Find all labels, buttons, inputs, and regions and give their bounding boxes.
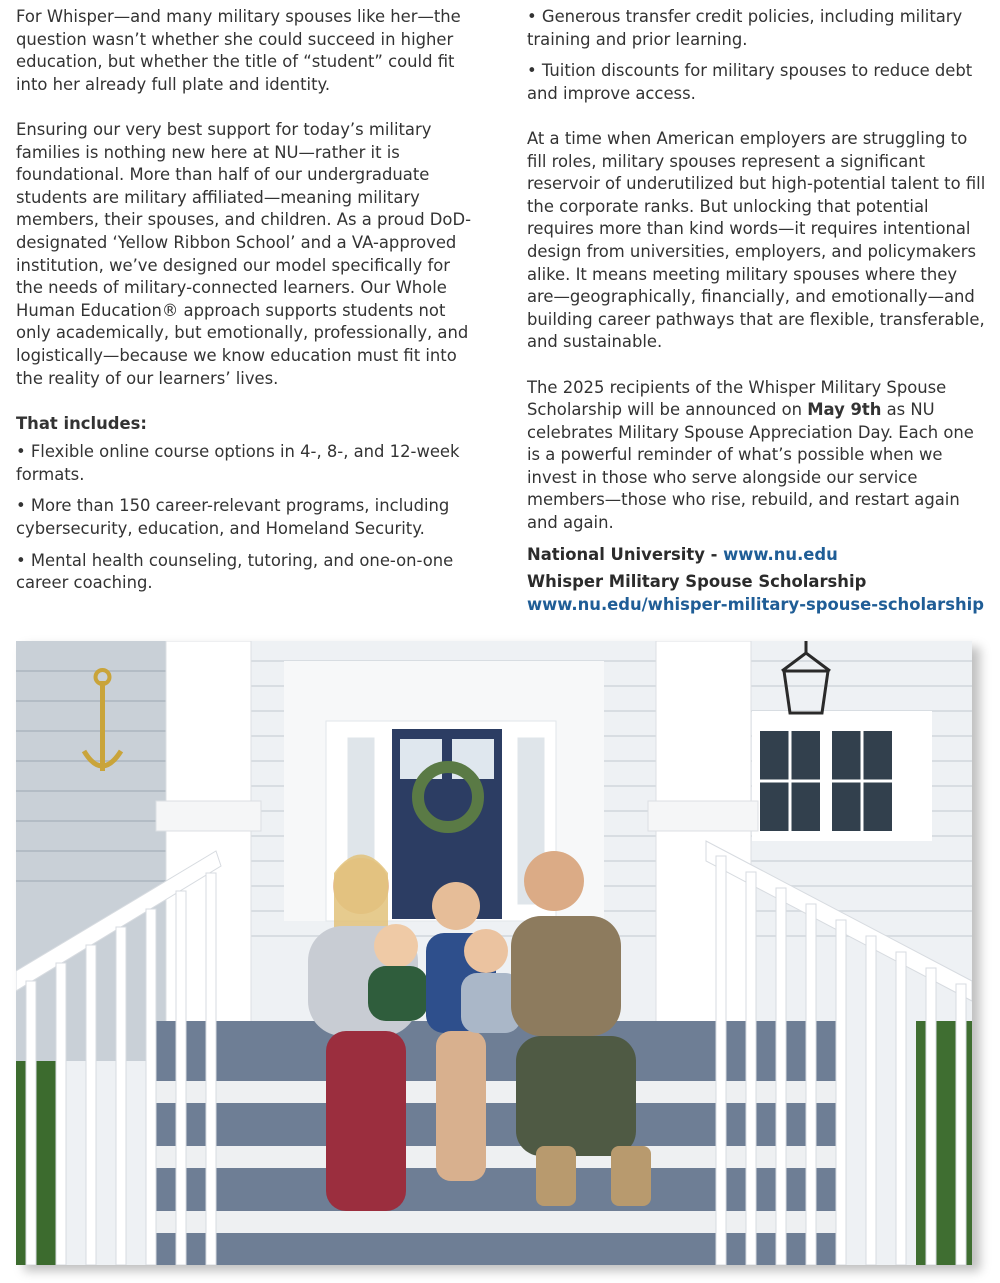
left-bullet-list bbox=[16, 441, 478, 595]
intro-paragraph: For Whisper—and many military spouses like her—the question wasn’t whether she could succeed in higher education, but whether the title of “student” could fit into her already full plate and identity. bbox=[16, 7, 461, 94]
scholarship-label: Whisper Military Spouse Scholarship bbox=[527, 572, 867, 592]
nu-website-link[interactable]: www.nu.edu bbox=[723, 544, 838, 564]
announcement-date: May 9th bbox=[807, 400, 882, 420]
list-item: • More than 150 career-relevant programs, including cybersecurity, education, and Homeland Security. bbox=[16, 496, 450, 539]
support-paragraph: Ensuring our very best support for today’s military families is nothing new here at NU—rather it is foundational. More than half of our undergraduate students are military affiliated—meaning military members, their spouses, and children. As a proud DoD-designated ‘Yellow Ribbon School’ and a VA-approved institution, we’ve designed our model specifically for the needs of military-connected learners. Our Whole Human Education® approach supports students not only academically, but emotionally, professionally, and logistically—because we know education must fit into the reality of our learners’ lives. bbox=[16, 119, 471, 388]
employers-paragraph: At a time when American employers are struggling to fill roles, military spouses represent a significant reservoir of underutilized but high-potential talent to fill the corporate ranks. But unlocking that potential requires more than kind words—it requires intentional design from universities, employers, and policymakers alike. It means meeting military spouses where they are—geographically, financially, and emotionally—and building career pathways that are flexible, transferable, and sustainable. bbox=[527, 128, 986, 352]
list-item: • Flexible online course options in 4-, 8-, and 12-week formats. bbox=[16, 442, 460, 484]
right-bullet-list bbox=[527, 6, 987, 105]
list-item: • Mental health counseling, tutoring, and one-on-one career coaching. bbox=[16, 550, 454, 593]
announcement-paragraph bbox=[527, 377, 987, 535]
org-label: National University - bbox=[527, 544, 724, 564]
list-item: • Generous transfer credit policies, including military training and prior learning. bbox=[527, 7, 963, 49]
includes-heading: That includes: bbox=[16, 413, 147, 433]
announcement-text-after: as NU celebrates Military Spouse Appreciation Day. Each one is a powerful reminder of what’s possible when we invest in those who serve alongside our service members—those who rise, rebuild, and restart again and again. bbox=[527, 400, 974, 533]
right-column bbox=[527, 6, 987, 616]
left-column bbox=[16, 6, 478, 595]
org-line bbox=[527, 544, 987, 567]
list-item: • Tuition discounts for military spouses to reduce debt and improve access. bbox=[527, 61, 973, 103]
announcement-text-before: The 2025 recipients of the Whisper Military Spouse Scholarship will be announced on bbox=[527, 377, 947, 420]
scholarship-link[interactable]: www.nu.edu/whisper-military-spouse-scholarship bbox=[527, 594, 985, 614]
family-porch-photo bbox=[16, 641, 972, 1265]
